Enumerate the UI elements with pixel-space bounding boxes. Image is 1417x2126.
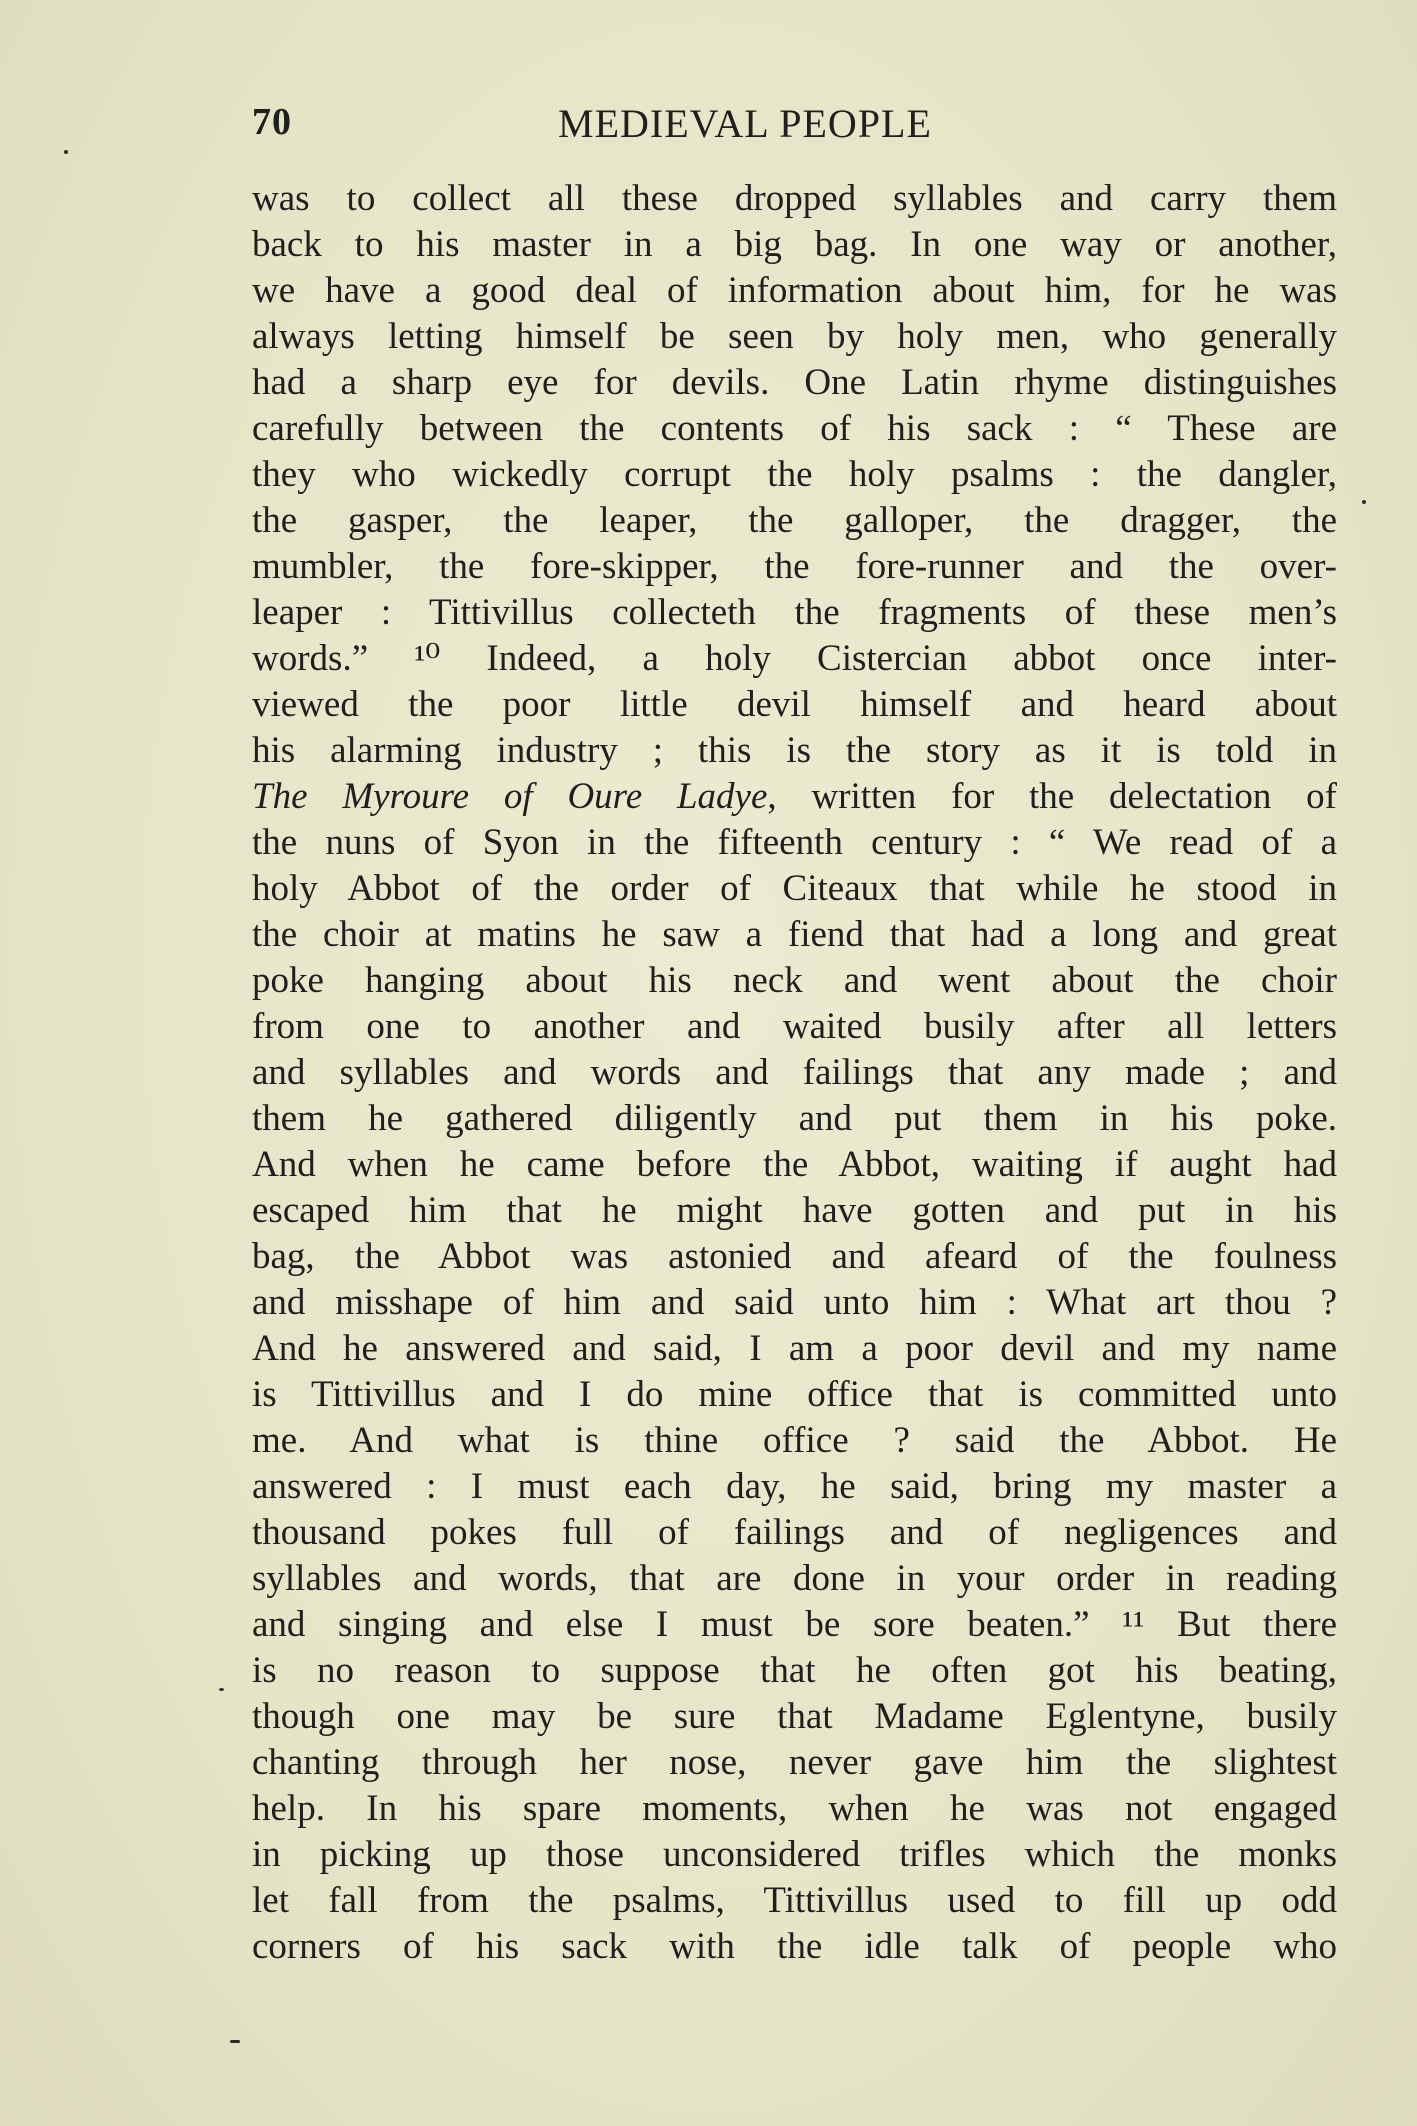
page-number: 70 [252,101,292,143]
text-line: his alarming industry ; this is the story as it is told in [252,730,1337,771]
body-text [252,176,1337,1970]
text-line: and syllables and words and failings that any made ; and [252,1052,1337,1093]
text-line: corners of his sack with the idle talk of people who [252,1926,1337,1967]
text-line: from one to another and waited busily after all letters [252,1006,1337,1047]
text-line: we have a good deal of information about him, for he was [252,270,1337,311]
text-line: though one may be sure that Madame Eglentyne, busily [252,1696,1337,1737]
text-line: back to his master in a big bag. In one way or another, [252,224,1337,265]
running-head: MEDIEVAL PEOPLE [558,101,932,146]
text-line: answered : I must each day, he said, bring my master a [252,1466,1337,1507]
text-line: was to collect all these dropped syllables and carry them [252,178,1337,219]
text-line-rest: , written for the delectation of [767,776,1338,817]
text-line: had a sharp eye for devils. One Latin rhyme distinguishes [252,362,1337,403]
page-header [252,100,1332,150]
text-line: words.” ¹⁰ Indeed, a holy Cistercian abbot once inter- [252,638,1337,679]
text-line: help. In his spare moments, when he was not engaged [252,1788,1337,1829]
text-line: viewed the poor little devil himself and heard about [252,684,1337,725]
text-line: and misshape of him and said unto him : What art thou ? [252,1282,1337,1323]
text-line: escaped him that he might have gotten and put in his [252,1190,1337,1231]
text-line: me. And what is thine office ? said the Abbot. He [252,1420,1337,1461]
text-line: the nuns of Syon in the fifteenth century : “ We read of a [252,822,1337,863]
book-title: The Myroure of Oure Ladye [252,776,768,817]
text-line: and singing and else I must be sore beaten.” ¹¹ But there [252,1604,1337,1645]
print-speck [64,150,68,154]
text-line: holy Abbot of the order of Citeaux that while he stood in [252,868,1337,909]
text-line: the gasper, the leaper, the galloper, the dragger, the [252,500,1337,541]
print-speck [230,2040,240,2043]
text-line: thousand pokes full of failings and of negligences and [252,1512,1337,1553]
text-line: carefully between the contents of his sack : “ These are [252,408,1337,449]
text-line: mumbler, the fore-skipper, the fore-runner and the over- [252,546,1337,587]
text-line: is no reason to suppose that he often got his beating, [252,1650,1337,1691]
text-line: syllables and words, that are done in your order in reading [252,1558,1337,1599]
text-line: And he answered and said, I am a poor devil and my name [252,1328,1337,1369]
text-line: them he gathered diligently and put them in his poke. [252,1098,1337,1139]
text-line: is Tittivillus and I do mine office that is committed unto [252,1374,1337,1415]
text-line: chanting through her nose, never gave him the slightest [252,1742,1337,1783]
text-line: they who wickedly corrupt the holy psalms : the dangler, [252,454,1337,495]
text-line: leaper : Tittivillus collecteth the fragments of these men’s [252,592,1337,633]
text-line-italic-title [252,774,1337,820]
text-line: let fall from the psalms, Tittivillus used to fill up odd [252,1880,1337,1921]
text-line: in picking up those unconsidered trifles which the monks [252,1834,1337,1875]
text-line: poke hanging about his neck and went about the choir [252,960,1337,1001]
text-line: the choir at matins he saw a fiend that had a long and great [252,914,1337,955]
print-speck [1362,500,1366,504]
text-line: bag, the Abbot was astonied and afeard of the foulness [252,1236,1337,1277]
text-line: always letting himself be seen by holy men, who generally [252,316,1337,357]
print-speck [219,1688,224,1691]
text-line: And when he came before the Abbot, waiting if aught had [252,1144,1337,1185]
